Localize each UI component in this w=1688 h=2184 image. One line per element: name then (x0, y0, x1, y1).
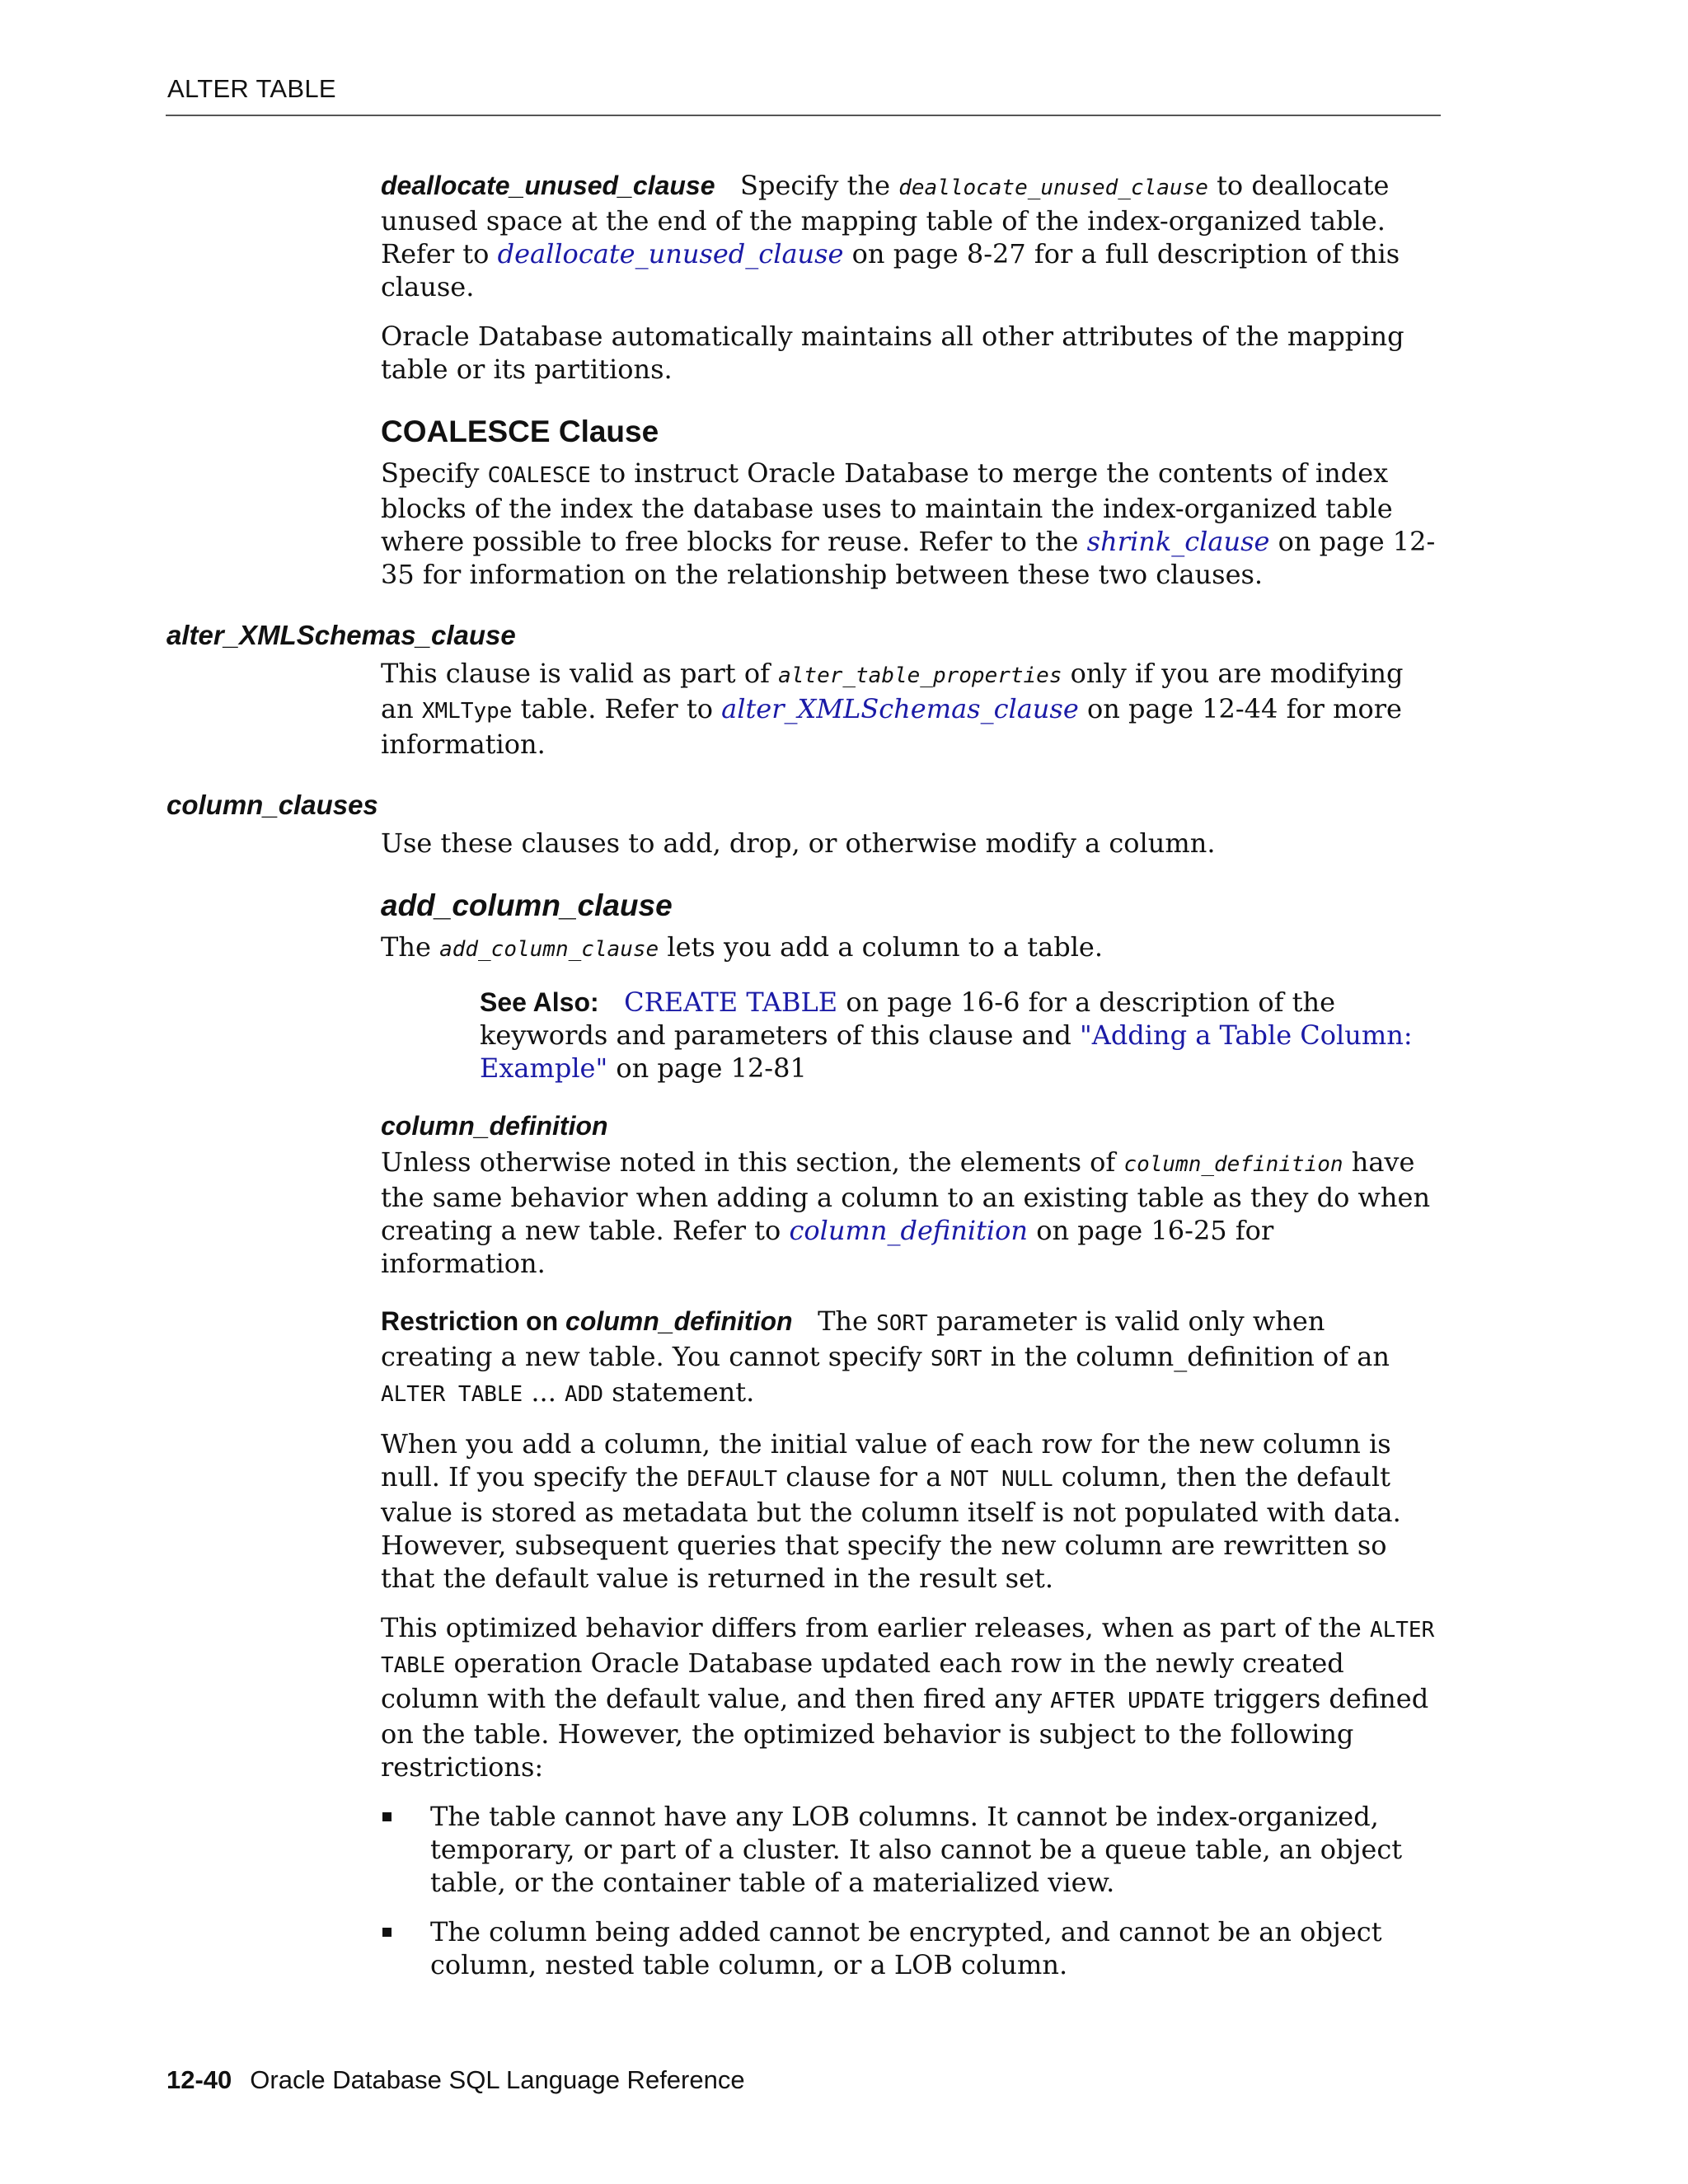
list-item-text: The table cannot have any LOB columns. It cannot be index-organized, temporary, or part of a cluster. It also cannot be a queue table, an object table, or the container table of a materialized view. (430, 1801, 1403, 1898)
code-span: ALTER TABLE (381, 1382, 523, 1407)
text-span: on page 12-81 (607, 1052, 807, 1084)
text-span: on page 16-6 for a description of the keywords and parameters of this clause and (480, 987, 1336, 1051)
restriction-paragraph (381, 1305, 1444, 1411)
column-clauses-heading: column_clauses (166, 790, 378, 820)
alter-xmlschemas-link[interactable]: alter_XMLSchemas_clause (721, 693, 1079, 724)
page-content (0, 169, 1688, 1998)
column-definition-heading: column_definition (381, 1111, 608, 1141)
code-span: SORT (930, 1347, 982, 1371)
text-span: This clause is valid as part of (381, 658, 779, 689)
code-span: deallocate_unused_clause (898, 176, 1208, 200)
dealloc-paragraph (381, 169, 1444, 303)
text-span: column, then the default value is stored as metadata but the column itself is not populated with data. However, subsequent queries that specify the new column are rewritten so that the default value is returned in the result set. (381, 1461, 1401, 1594)
page-number: 12-40 (166, 2065, 232, 2094)
text-span: to instruct Oracle Database to merge the contents of index blocks of the index the database uses to maintain the index-organized table where possible to free blocks for reuse. Refer to the (381, 457, 1393, 557)
code-span: column_definition (1123, 1152, 1343, 1177)
dealloc-link[interactable]: deallocate_unused_clause (497, 238, 844, 269)
oracle-maintains-paragraph: Oracle Database automatically maintains all other attributes of the mapping table or its partitions. (381, 321, 1404, 385)
text-span: lets you add a column to a table. (659, 931, 1104, 963)
header-rule (166, 115, 1441, 116)
code-span: COALESCE (487, 463, 591, 488)
dealloc-runin-heading: deallocate_unused_clause (381, 171, 715, 200)
square-bullet-icon (382, 1928, 392, 1937)
text-span: on page 12-35 for information on the relationship between these two clauses. (381, 526, 1436, 590)
list-item-text: The column being added cannot be encrypted, and cannot be an object column, nested table column, or a LOB column. (430, 1916, 1382, 1980)
running-header: ALTER TABLE (167, 74, 336, 103)
code-span: add_column_clause (439, 937, 659, 962)
coalesce-paragraph (381, 457, 1444, 591)
text-span: table. Refer to (512, 693, 722, 724)
text-span: operation Oracle Database updated each row in the newly created column with the default value, and then fired any (381, 1647, 1344, 1714)
column-definition-paragraph (381, 1146, 1444, 1280)
code-span: NOT NULL (950, 1467, 1053, 1492)
restriction-label-italic: column_definition (565, 1306, 793, 1336)
adding-column-example-link[interactable]: "Adding a Table Column: Example" (480, 1019, 1413, 1084)
text-span: The (818, 1305, 877, 1337)
code-span: ADD (565, 1382, 604, 1407)
text-span: to deallocate unused space at the end of the mapping table of the index-organized table. Refer to (381, 170, 1390, 269)
column-definition-link[interactable]: column_definition (789, 1215, 1029, 1246)
code-span: XMLType (421, 699, 513, 724)
text-span: parameter is valid only when creating a new table. You cannot specify (381, 1305, 1325, 1372)
shrink-clause-link[interactable]: shrink_clause (1086, 526, 1270, 557)
text-span: on page 12-44 for more information. (381, 693, 1402, 760)
restriction-label: Restriction on (381, 1306, 566, 1336)
optimized-paragraph (381, 1611, 1444, 1783)
list-item (381, 1800, 1444, 1899)
text-span: When you add a column, the initial value of each row for the new column is null. If you specify the (381, 1428, 1391, 1493)
xmlschemas-paragraph (381, 657, 1444, 761)
text-span: Specify the (740, 170, 899, 201)
code-span: SORT (876, 1311, 928, 1336)
text-span: This optimized behavior differs from earlier releases, when as part of the (381, 1612, 1370, 1643)
coalesce-heading: COALESCE Clause (381, 415, 659, 448)
text-span: in the column_definition of an (982, 1341, 1390, 1372)
code-span: alter_table_properties (778, 663, 1062, 688)
add-column-paragraph (381, 930, 1444, 966)
text-span: have the same behavior when adding a column to an existing table as they do when creating a new table. Refer to (381, 1146, 1431, 1246)
text-span: statement. (603, 1376, 755, 1408)
text-span: on page 8-27 for a full description of this clause. (381, 238, 1400, 302)
book-title: Oracle Database SQL Language Reference (250, 2065, 745, 2094)
square-bullet-icon (382, 1812, 392, 1821)
code-span: AFTER UPDATE (1050, 1689, 1206, 1713)
alter-xmlschemas-heading: alter_XMLSchemas_clause (166, 620, 516, 650)
text-span: on page 16-25 for information. (381, 1215, 1274, 1279)
text-span: only if you are modifying an (381, 658, 1404, 724)
code-span: DEFAULT (687, 1467, 778, 1492)
add-column-heading: add_column_clause (381, 888, 673, 922)
text-span: triggers defined on the table. However, the optimized behavior is subject to the following restrictions: (381, 1683, 1429, 1783)
code-span: ALTER TABLE (381, 1618, 1435, 1678)
when-add-paragraph (381, 1427, 1444, 1595)
column-clauses-paragraph: Use these clauses to add, drop, or otherwise modify a column. (381, 827, 1216, 859)
text-span: The (381, 931, 440, 963)
list-item (381, 1915, 1444, 1981)
text-span: Specify (381, 457, 488, 489)
text-span: Unless otherwise noted in this section, the elements of (381, 1146, 1124, 1178)
page-footer (166, 2065, 745, 2095)
text-span: ... (523, 1376, 565, 1408)
see-also-note (480, 986, 1444, 1085)
create-table-link[interactable]: CREATE TABLE (624, 987, 838, 1018)
restrictions-list (381, 1800, 1444, 1981)
see-also-label: See Also: (480, 987, 599, 1017)
text-span: clause for a (777, 1461, 950, 1493)
